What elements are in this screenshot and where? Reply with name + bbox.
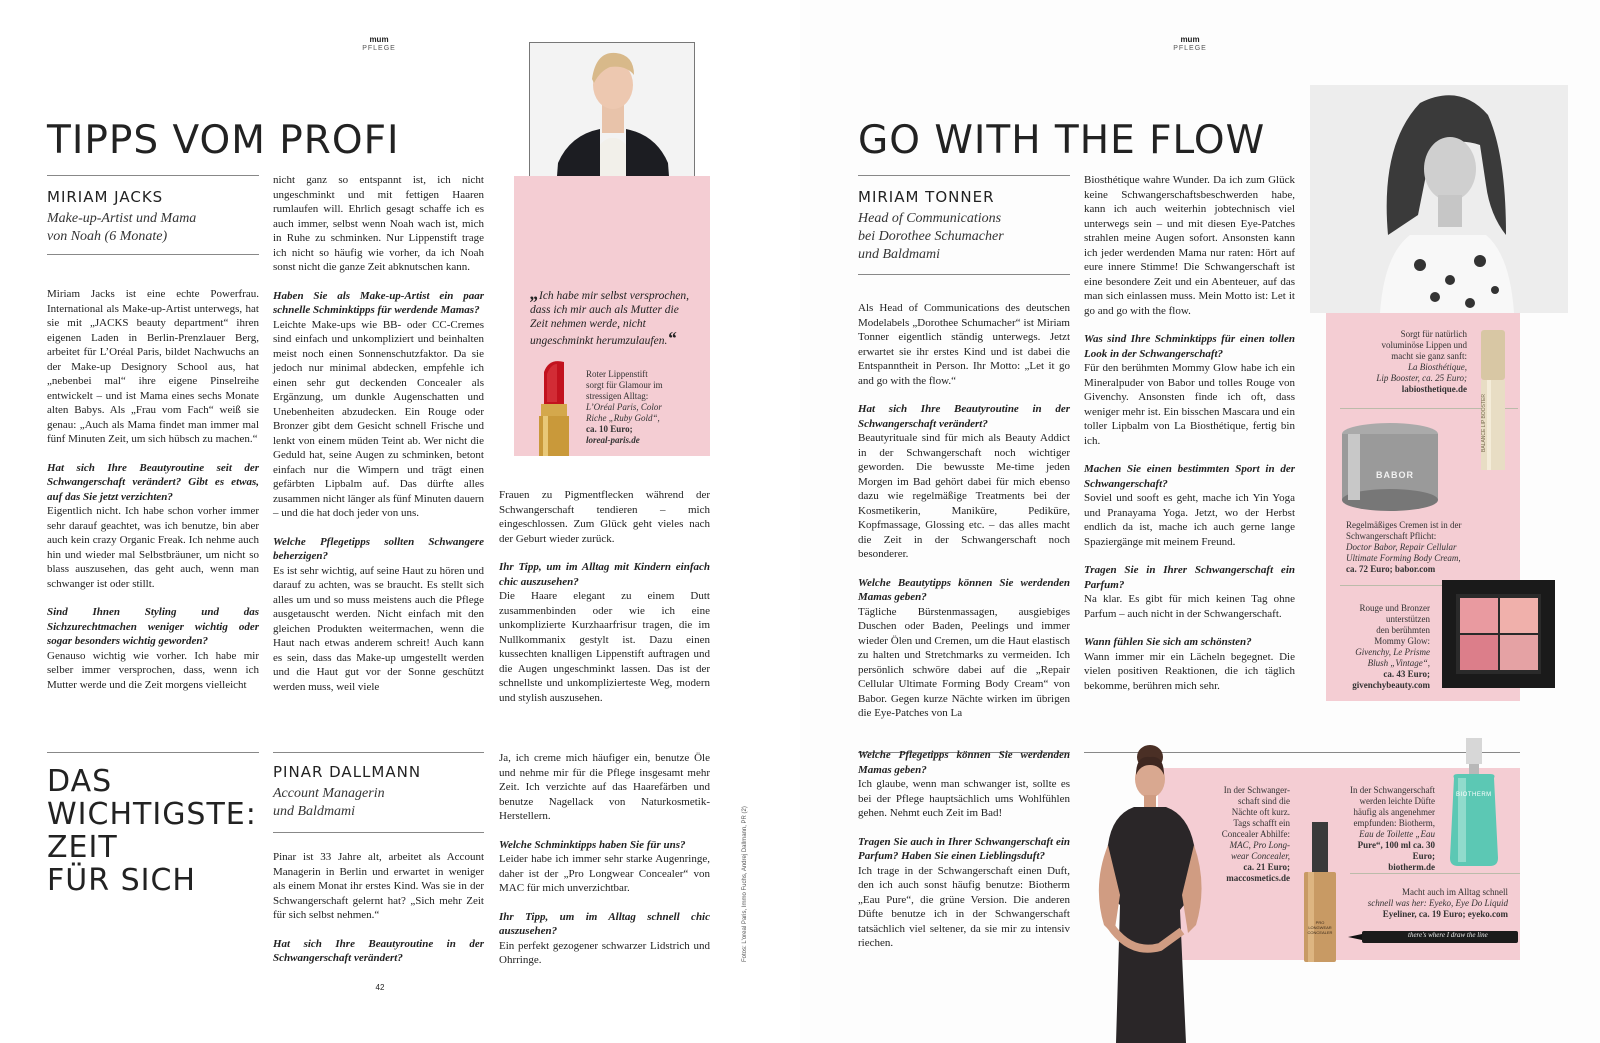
- answer: Leider habe ich immer sehr starke Augenringe, daher ist der „Pro Longwear Concealer“ von MAC für mich unverzichtbar.: [499, 853, 710, 894]
- lipstick-image: [535, 358, 573, 456]
- question: Welche Pflegetipps sollten Schwangere beherzigen?: [273, 535, 484, 562]
- question: Welche Schminktipps haben Sie für uns?: [499, 838, 686, 851]
- article-column-1: [858, 301, 1070, 735]
- article-column-5: [499, 751, 710, 982]
- babor-jar-image: BABOR: [1340, 422, 1440, 512]
- page-number: 42: [375, 983, 385, 992]
- profile-role: Head of Communications bei Dorothee Schumacher und Baldmami: [858, 211, 1004, 262]
- answer: Tägliche Bürstenmassagen, ausgiebiges Duschen oder Baden, Peelings und immer wieder Ölen und Cremen, um die Haut elastisch zu halten und Stretchmarks zu vermeiden. Ich persönlich schwöre dabei auf die „Repair Cellular Ultimate Forming Body Cream“ von Babor. Gegen kurze Nächte wirken im übrigen die Eye-Patches von La: [858, 605, 1070, 719]
- question: Welche Beautytipps können Sie werdenden Mamas geben?: [858, 576, 1070, 603]
- biotherm-bottle-image: BIOTHERM: [1444, 738, 1504, 868]
- right-page: [800, 0, 1600, 1043]
- profile-name: PINAR DALLMANN: [273, 763, 422, 781]
- question: Tragen Sie auch in Ihrer Schwangerschaft ein Parfum? Haben Sie einen Lieblingsduft?: [858, 835, 1070, 862]
- profile-role: Make-up-Artist und Mama von Noah (6 Monate): [47, 211, 197, 244]
- magazine-logo: mum: [369, 35, 389, 44]
- section-label: PFLEGE: [1173, 45, 1207, 52]
- question: Machen Sie einen bestimmten Sport in der Schwangerschaft?: [1084, 463, 1295, 490]
- question: Ihr Tipp, um im Alltag mit Kindern einfach chic auszusehen?: [499, 561, 710, 588]
- answer: Wann immer mir ein Lächeln begegnet. Die vielen positiven Reaktionen, die ich täglich bekomme, berühren mich sehr.: [1084, 650, 1295, 692]
- headline: TIPPS VOM PROFI: [47, 118, 400, 163]
- question: Haben Sie als Make-up-Artist ein paar schnelle Schminktipps für werdende Mamas?: [273, 289, 484, 316]
- intro-paragraph: Miriam Jacks ist eine echte Powerfrau. International als Make-up-Artist unterwegs, hat sie mit „JACKS beauty department“ ihren eigenen Laden in Berlin-Prenzlauer Berg, arbeitet für L’Oréal Paris, bildet Nachwuchs an der Make-up Designory School aus, hat „nebenbei mal“ ihre eigene Pinselreihe entwickelt – und ist Mama eines sechs Monate alten Babys. Als „Frau vom Fach“ weiß sie genau: „Auch als Mama findet man immer mal fünf Minuten Zeit, um sich hübsch zu machen.“: [47, 288, 259, 445]
- answer: Leichte Make-ups wie BB- oder CC-Cremes sind einfach und unkompliziert und beinhalten meist noch einen Sonnenschutzfaktor. Da sie jedoch nur minimal abdecken, empfehle ich einen sehr gut deckenden Concealer als Ergänzung, um dunkle Augenschatten und Unebenheiten abzudecken. Ein Rouge oder Bronzer gibt dem Gesicht schnell Frische und lenkt von einem müden Teint ab. Wer nicht die Geduld hat, seine Augen zu schminken, betont einfach nur die Wimpern und trägt einen gefärbten Lipbalm auf. Das dürfte alles zusammen nicht länger als fünf Minuten dauern – und die hat doch jeder von uns.: [273, 318, 484, 519]
- question: Hat sich Ihre Beautyroutine in der Schwangerschaft verändert?: [858, 403, 1070, 430]
- mac-concealer-image: PRO LONGWEAR CONCEALER: [1300, 822, 1340, 962]
- question: Tragen Sie in Ihrer Schwangerschaft ein Parfum?: [1084, 564, 1295, 591]
- answer: Biosthétique wahre Wunder. Da ich zum Glück keine Schwangerschaftsbeschwerden habe, kann ich auch weiterhin jobtechnisch viel unterwegs sein – und mit diesen Eye-Patches strahlen meine Augen sofort. Ansonsten kann ich jeder werdenden Mama nur raten: Hört auf eure innere Stimme! Die Schwangerschaft ist eine besondere Zeit und ein Abenteuer, auf das man sich einlassen muss. Mein Motto ist: Let it go and go with the flow.: [1084, 174, 1295, 317]
- question: Ihr Tipp, um im Alltag schnell chic auszusehen?: [499, 910, 710, 937]
- biotherm-caption: In der Schwangerschaft werden leichte Düfte häufig als angenehmer empfunden: Biotherm, Eau de Toilette „Eau Pure“, 100 ml ca. 30 Euro; biotherm.de: [1350, 785, 1435, 872]
- lip-booster-caption: Sorgt für natürlich voluminöse Lippen und macht sie ganz sanft: La Biosthétique, Lip Booster, ca. 25 Euro; labiosthetique.de: [1376, 329, 1467, 394]
- photo-credit: Fotos: L'oreal Paris, Immo Fuchs, Andrej Dallmann, PR (2): [742, 806, 748, 962]
- article-column-3: [858, 748, 1070, 965]
- answer: Frauen zu Pigmentflecken während der Schwangerschaft tendieren – mich eingeschlossen. Zum Glück geht vieles nach der Geburt wieder zurück.: [499, 489, 710, 545]
- photo-pregnant-woman: [1090, 735, 1215, 1043]
- headline: GO WITH THE FLOW: [858, 118, 1266, 163]
- pullquote: „Ich habe mir selbst versprochen, dass ich mir auch als Mutter die Zeit nehmen werde, nicht ungeschminkt herumzulaufen.“: [530, 283, 689, 348]
- profile-name: MIRIAM JACKS: [47, 188, 164, 206]
- answer: Ich trage in der Schwangerschaft einen Duft, den ich auch sonst häufig benutze: Biotherm „Eau Pure“, die grüne Version. Die anderen Düfte benutze ich in der Schwangerschaft tatsächlich viel seltener, da sie mir zu intensiv riechen.: [858, 864, 1070, 949]
- question: Was sind Ihre Schminktipps für einen tollen Look in der Schwangerschaft?: [1084, 333, 1295, 360]
- question: Welche Pflegetipps können Sie werdenden Mamas geben?: [858, 749, 1070, 776]
- article-column-4: [273, 850, 484, 966]
- eyeko-liner-image: there's where I draw the line: [1348, 928, 1518, 946]
- article-column-1: [47, 287, 259, 706]
- lip-booster-image: BALANCE LIP BOOSTER: [1478, 330, 1508, 470]
- profile-name: MIRIAM TONNER: [858, 188, 995, 206]
- profile-role: Account Managerin und Baldmami: [273, 786, 385, 819]
- lipstick-caption: Roter Lippenstift sorgt für Glamour im stressigen Alltag: L’Oréal Paris, Color Riche „Ruby Gold“, ca. 10 Euro; loreal-paris.de: [586, 369, 663, 445]
- eyeko-caption: Macht auch im Alltag schnell schnell was her: Eyeko, Eye Do Liquid Eyeliner, ca. 19 Euro; eyeko.com: [1367, 887, 1508, 919]
- question: Hat sich Ihre Beautyroutine in der Schwangerschaft verändert?: [273, 937, 484, 964]
- intro-paragraph: Pinar ist 33 Jahre alt, arbeitet als Account Managerin in Berlin und erwartet in weniger als einem Monat ihr erstes Kind. Was sie in der Schwangerschaft gelernt hat? „Sich mehr Zeit für sich selbst nehmen.“: [273, 851, 484, 921]
- givenchy-caption: Rouge und Bronzer unterstützen den berühmten Mommy Glow: Givenchy, Le Prisme Blush „Vintage“, ca. 43 Euro; givenchybeauty.com: [1352, 603, 1430, 690]
- intro-paragraph: Als Head of Communications des deutschen Modelabels „Dorothee Schumacher“ ist Miriam Tonner eigentlich ständig unterwegs. Jetzt erwartet sie ihr erstes Kind und ist dabei die Entspanntheit in Person. Ihr Motto: „Let it go and go with the flow.“: [858, 302, 1070, 387]
- givenchy-blush-image: [1442, 580, 1555, 688]
- answer: Ich glaube, wenn man schwanger ist, sollte es bei der Pflege hauptsächlich ums Wohlfühlen gehen. Nehmt euch Zeit im Bad!: [858, 778, 1070, 819]
- article-column-2: [1084, 173, 1295, 707]
- answer: Beautyrituale sind für mich als Beauty Addict in der Schwangerschaft noch wichtiger geworden. Die bewusste Me-time jeden Morgen im Bad gehört dabei für mich ebenso dazu wie regelmäßige Treatments bei der Kosmetikerin, Maniküre, Pediküre, Kopfmassage, Glossing etc. – das alles macht die Zeit in der Schwangerschaft noch besonderer.: [858, 432, 1070, 560]
- question: Hat sich Ihre Beautyroutine seit der Schwangerschaft verändert? Gibt es etwas, auf das Sie jetzt verzichten?: [47, 461, 259, 503]
- babor-caption: Regelmäßiges Cremen ist in der Schwangerschaft Pflicht: Doctor Babor, Repair Cellular Ultimate Forming Body Cream, ca. 72 Euro; babor.com: [1346, 520, 1462, 574]
- headline-2: DAS WICHTIGSTE: ZEIT FÜR SICH: [47, 764, 257, 898]
- mac-concealer-caption: In der Schwanger- schaft sind die Nächte oft kurz. Tags schafft ein Concealer Abhilfe: MAC, Pro Long- wear Concealer, ca. 21 Euro; maccosmetics.de: [1221, 785, 1290, 883]
- answer: Ja, ich creme mich häufiger ein, benutze Öle und nehme mir für die Pflege insgesamt mehr Zeit. Ich verzichte auf das Haarefärben und benutze Nagellack von Naturkosmetik-Herstellern.: [499, 752, 710, 822]
- magazine-logo: mum: [1180, 35, 1200, 44]
- answer: Ein perfekt gezogener schwarzer Lidstrich und Ohrringe.: [499, 939, 710, 966]
- article-column-2: [273, 173, 484, 708]
- answer: Es ist sehr wichtig, auf seine Haut zu hören und darauf zu achten, was se braucht. Es stellt sich alles um und so muss meistens auch die Pflege ausgetauscht werden. Nicht einfach mit den gleichen Produkten weitermachen, wenn die Haut nach etwas anderem schreit! Auch kann es sein, dass das Make-up umgestellt werden und die Haut gut vor der Sonne geschützt werden muss, weil viele: [273, 564, 484, 693]
- question: Sind Ihnen Styling und das Sichzurechtmachen weniger wichtig oder sogar besonders wichtig geworden?: [47, 606, 259, 647]
- answer: Für den berühmten Mommy Glow habe ich ein Mineralpuder von Babor und tolles Rouge von Givenchy. Ansonsten finde ich oft, dass weniger mehr ist. Ein bisschen Mascara und ein toller Lipbalm von La Biosthétique, fertig bin ich.: [1084, 362, 1295, 447]
- answer: nicht ganz so entspannt ist, ich nicht ungeschminkt und mit fettigen Haaren rumlaufen will. Ehrlich gesagt schaffe ich es auch immer, selbst wenn Noah wach ist, mich in Ruhe zu schminken. Nur Lippenstift trage ich nicht so häufig wie vorher, da ich Noah sonst nicht die ganze Zeit abknutschen kann.: [273, 174, 484, 273]
- answer: Eigentlich nicht. Ich habe schon vorher immer sehr darauf geachtet, was ich benutze, bin aber auch kein crazy Organic Freak. Ich nehme auch hin und wieder mal Selbstbräuner, um nicht so blass auszusehen, das geht auch, wenn man schwanger ist oder stillt.: [47, 505, 259, 590]
- article-column-3: [499, 488, 710, 719]
- portrait-photo-miriam-tonner: [1310, 85, 1568, 313]
- answer: Die Haare elegant zu einem Dutt zusammenbinden oder wie ich eine unkomplizierte Kurzhaarfrisur tragen, die im Nullkommanix gestylt ist. Dazu einen kussechten knalligen Lippenstift auftragen und die Augen ungeschminkt lassen. Das ist der schnellste und unkomplizierteste Weg, modern und stylish auszusehen.: [499, 590, 710, 704]
- section-label: PFLEGE: [362, 45, 396, 52]
- answer: Na klar. Es gibt für mich keinen Tag ohne Parfum – auch nicht in der Schwangerschaft.: [1084, 593, 1295, 620]
- answer: Genauso wichtig wie vorher. Ich habe mir selber immer versprochen, dass, wenn ich Mutter werde und die Zeit morgens vielleicht: [47, 649, 259, 691]
- question: Wann fühlen Sie sich am schönsten?: [1084, 636, 1252, 648]
- answer: Soviel und sooft es geht, mache ich Yin Yoga und Pranayama Yoga. Jetzt, wo der Herbst endlich da ist, mache ich auch gerne lange Spaziergänge mit meinem Freund.: [1084, 492, 1295, 548]
